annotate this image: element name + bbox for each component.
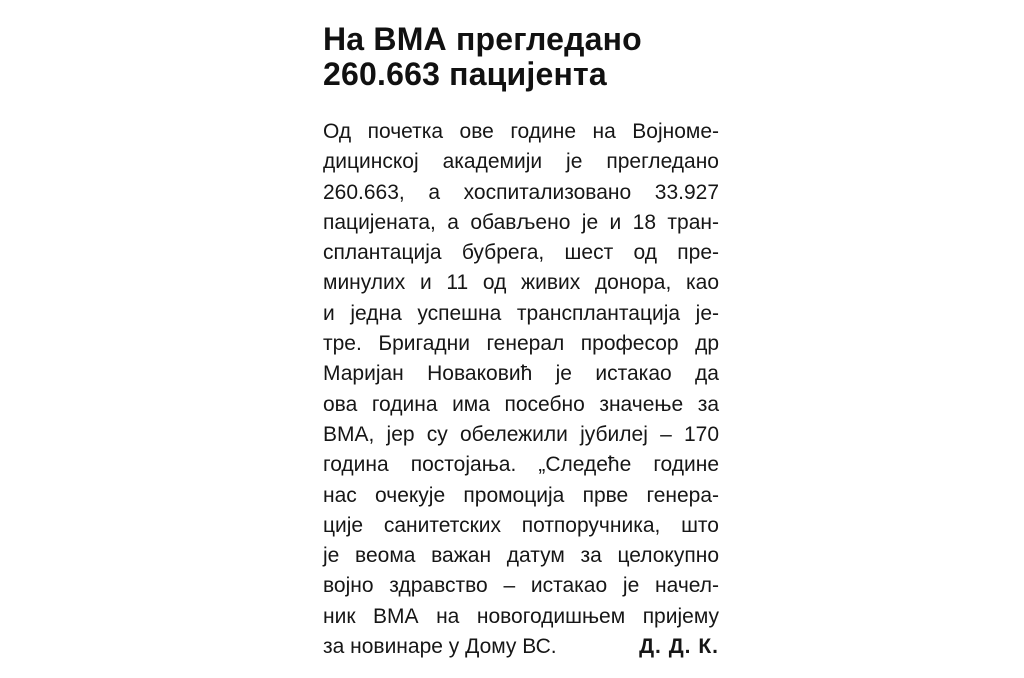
body-line: тре. Бригадни генерал професор др xyxy=(323,332,719,356)
body-line: ник ВМА на новогодишњем пријему xyxy=(323,604,719,628)
body-line: Од почетка ове године на Војноме- xyxy=(323,120,719,143)
headline-line: 260.663 пацијента xyxy=(323,56,607,92)
headline-line: На ВМА прегледано xyxy=(323,21,642,57)
body-line: војно здравство – истакао је начел- xyxy=(323,574,719,598)
body-line: 260.663, а хоспитализовано 33.927 xyxy=(323,180,719,204)
body-line-final: за новинаре у Дому ВС. xyxy=(323,635,557,659)
body-line: ВМА, јер су обележили јубилеј – 170 xyxy=(323,422,719,446)
author-signature: Д. Д. К. xyxy=(639,635,719,659)
body-line: Маријан Новаковић је истакао да xyxy=(323,362,719,386)
article-headline xyxy=(323,22,723,92)
body-line: и једна успешна трансплантација је- xyxy=(323,301,719,325)
article-body xyxy=(323,117,723,662)
body-line: пацијената, а обављено је и 18 тран- xyxy=(323,210,719,234)
body-line: нас очекује промоција прве генера- xyxy=(323,483,719,507)
news-article xyxy=(323,22,723,662)
body-line: дицинској академији је прегледано xyxy=(323,150,719,174)
body-line: је веома важан датум за целокупно xyxy=(323,544,719,568)
body-line: минулих и 11 од живих донора, као xyxy=(323,271,719,295)
body-line: сплантација бубрега, шест од пре- xyxy=(323,241,719,265)
body-line: година постојања. „Следеће године xyxy=(323,453,719,477)
body-line: ова година има посебно значење за xyxy=(323,392,719,416)
body-line: ције санитетских потпоручника, што xyxy=(323,513,719,537)
body-last-line xyxy=(323,632,719,662)
